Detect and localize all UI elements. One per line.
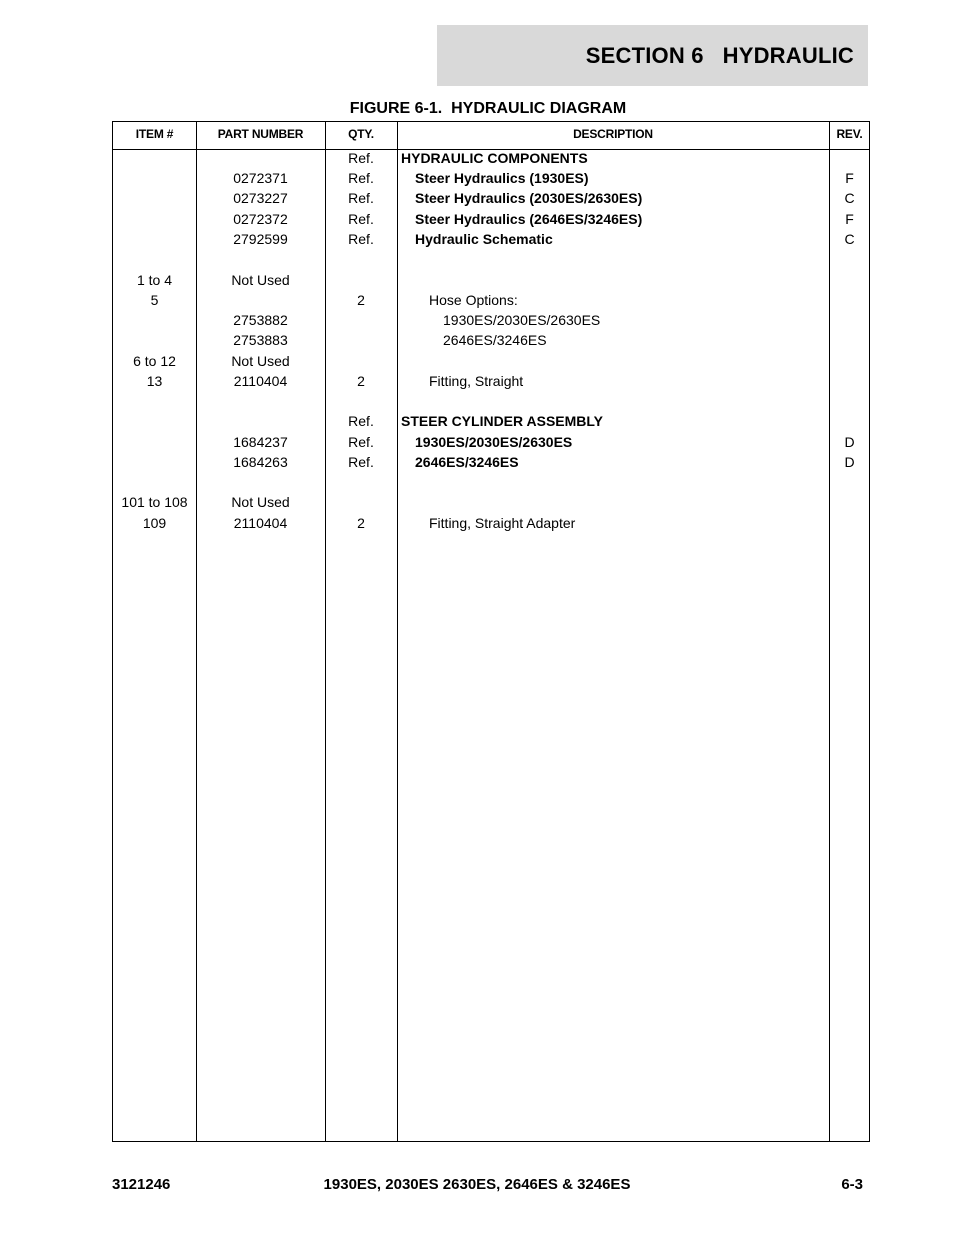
table-row (113, 432, 869, 452)
rev-cell (829, 351, 870, 371)
table-row (113, 229, 869, 249)
table-row (113, 209, 869, 229)
item-cell: 13 (146, 373, 163, 389)
rev-cell (829, 270, 870, 290)
description-cell: Hose Options: (429, 292, 518, 308)
rev-cell: C (844, 190, 855, 206)
item-cell: 109 (142, 515, 167, 531)
table-row (113, 290, 869, 310)
qty-cell (325, 351, 397, 371)
part-number-cell: Not Used (231, 353, 290, 369)
description-cell: Steer Hydraulics (2646ES/3246ES) (415, 211, 643, 227)
parts-table (112, 121, 870, 1142)
header-description: DESCRIPTION (573, 127, 653, 141)
header-qty: QTY. (348, 127, 374, 141)
qty-cell: Ref. (348, 190, 374, 206)
table-row (113, 351, 869, 371)
item-cell (113, 330, 196, 350)
rev-cell: F (845, 170, 854, 186)
table-row (113, 330, 869, 350)
description-cell: 1930ES/2030ES/2630ES (443, 312, 601, 328)
description-cell (397, 492, 861, 512)
qty-cell: Ref. (348, 454, 374, 470)
qty-cell: 2 (357, 373, 365, 389)
footer-page-number: 6-3 (841, 1176, 863, 1193)
part-number-cell: 1684263 (233, 454, 288, 470)
rev-cell: F (845, 211, 854, 227)
item-cell (113, 229, 196, 249)
figure-title: FIGURE 6-1. HYDRAULIC DIAGRAM (349, 100, 627, 117)
part-number-cell: 2110404 (233, 373, 288, 389)
qty-cell (325, 330, 397, 350)
qty-cell: Ref. (348, 150, 374, 166)
item-cell (113, 209, 196, 229)
description-cell: Steer Hydraulics (2030ES/2630ES) (415, 190, 643, 206)
part-number-cell: 0272371 (233, 170, 288, 186)
table-row (113, 168, 869, 188)
qty-cell: Ref. (348, 170, 374, 186)
description-cell: Fitting, Straight (429, 373, 524, 389)
rev-cell (829, 310, 870, 330)
description-cell (397, 351, 861, 371)
part-number-cell: 2753882 (233, 312, 288, 328)
rev-cell (829, 330, 870, 350)
part-number-cell (196, 148, 325, 168)
description-cell (397, 270, 861, 290)
qty-cell: 2 (357, 515, 365, 531)
part-number-cell (196, 290, 325, 310)
part-number-cell: 2753883 (233, 332, 288, 348)
item-cell: 6 to 12 (133, 353, 176, 369)
qty-cell: Ref. (348, 413, 374, 429)
table-row (113, 188, 869, 208)
qty-cell: Ref. (348, 231, 374, 247)
description-cell: 2646ES/3246ES (415, 454, 519, 470)
item-cell (113, 148, 196, 168)
description-cell: Fitting, Straight Adapter (429, 515, 576, 531)
part-number-cell: Not Used (231, 272, 290, 288)
qty-cell: 2 (357, 292, 365, 308)
rev-cell: D (844, 454, 855, 470)
qty-cell (325, 492, 397, 512)
rev-cell (829, 513, 870, 533)
description-cell: Steer Hydraulics (1930ES) (415, 170, 589, 186)
qty-cell: Ref. (348, 434, 374, 450)
table-row (113, 270, 869, 290)
part-number-cell: 0272372 (233, 211, 288, 227)
item-cell (113, 432, 196, 452)
part-number-cell: 2792599 (233, 231, 288, 247)
part-number-cell: 2110404 (233, 515, 288, 531)
rev-cell: C (844, 231, 855, 247)
item-cell (113, 452, 196, 472)
header-item: ITEM # (135, 127, 174, 141)
table-row (113, 452, 869, 472)
description-cell: STEER CYLINDER ASSEMBLY (401, 413, 603, 429)
item-cell: 101 to 108 (121, 494, 188, 510)
table-row (113, 371, 869, 391)
footer-models: 1930ES, 2030ES 2630ES, 2646ES & 3246ES (323, 1176, 631, 1193)
table-row (113, 148, 869, 168)
part-number-cell (196, 411, 325, 431)
section-header (437, 25, 868, 86)
rev-cell (829, 411, 870, 431)
item-cell (113, 310, 196, 330)
description-cell: 1930ES/2030ES/2630ES (415, 434, 573, 450)
item-cell (113, 168, 196, 188)
table-row (113, 492, 869, 512)
item-cell: 1 to 4 (136, 272, 173, 288)
rev-cell (829, 371, 870, 391)
section-title: SECTION 6 HYDRAULIC (585, 42, 854, 68)
rev-cell (829, 148, 870, 168)
description-cell: 2646ES/3246ES (443, 332, 547, 348)
item-cell (113, 411, 196, 431)
rev-cell (829, 492, 870, 512)
part-number-cell: 1684237 (233, 434, 288, 450)
item-cell (113, 188, 196, 208)
rev-cell: D (844, 434, 855, 450)
description-cell: Hydraulic Schematic (415, 231, 553, 247)
header-part-number: PART NUMBER (217, 127, 304, 141)
description-cell: HYDRAULIC COMPONENTS (401, 150, 588, 166)
qty-cell (325, 310, 397, 330)
part-number-cell: 0273227 (233, 190, 288, 206)
qty-cell (325, 270, 397, 290)
rev-cell (829, 290, 870, 310)
table-row (113, 411, 869, 431)
part-number-cell: Not Used (231, 494, 290, 510)
table-row (113, 513, 869, 533)
table-row (113, 310, 869, 330)
footer-doc-number: 3121246 (112, 1176, 171, 1193)
item-cell: 5 (150, 292, 159, 308)
qty-cell: Ref. (348, 211, 374, 227)
header-rev: REV. (836, 127, 863, 141)
